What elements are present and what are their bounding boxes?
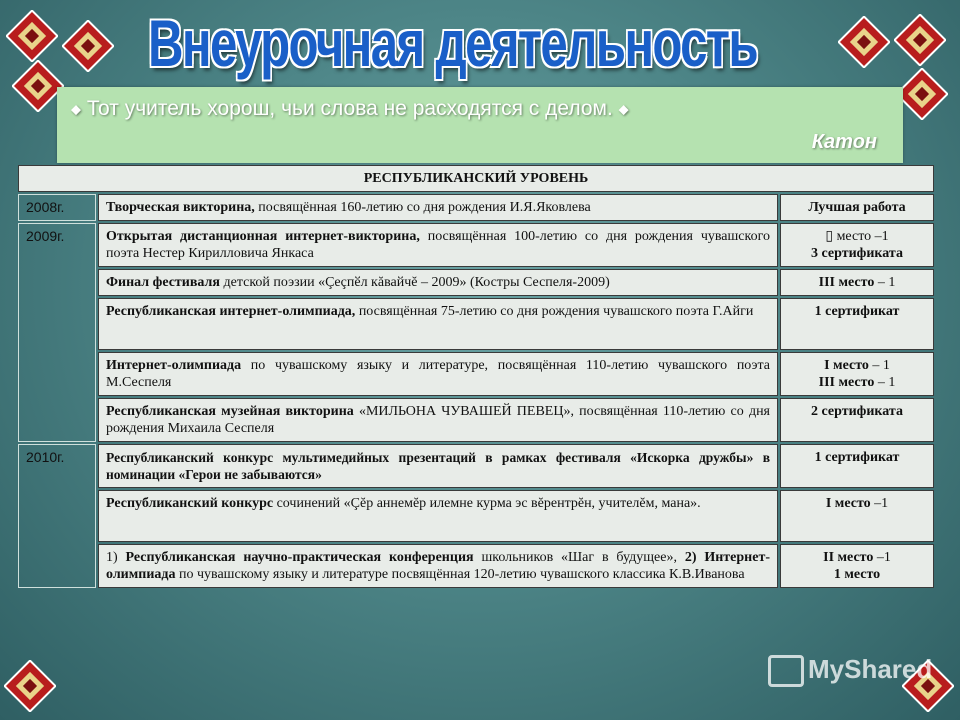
description-cell: 1) Республиканская научно-практическая конференция школьников «Шаг в будущее», 2) Интернет-олимпиада по чувашскому языку и литературе посвящённая 120-летию чувашского классика К.В.Иванова [98, 544, 778, 588]
quote-author: Катон [811, 131, 877, 153]
description-cell: Республиканская интернет-олимпиада, посвящённая 75-летию со дня рождения чувашского поэта Г.Айги [98, 298, 778, 350]
result-cell: I место – 1 III место – 1 [780, 352, 934, 396]
description-cell: Республиканская музейная викторина «МИЛЬОНА ЧУВАШЕЙ ПЕВЕЦ», посвящённая 110-летию со дня рождения Михаила Сеспеля [98, 398, 778, 442]
ornament-top-left-1 [6, 10, 58, 62]
diamond-bullet-icon: ◆ [618, 101, 629, 117]
description-cell: Республиканский конкурс мультимедийных презентаций в рамках фестиваля «Искорка дружбы» в номинации «Герои не забываются» [98, 444, 778, 488]
description-cell: Творческая викторина, посвящённая 160-летию со дня рождения И.Я.Яковлева [98, 194, 778, 221]
quote-sentence: Тот учитель хорош, чьи слова не расходятся с делом. [86, 97, 613, 120]
missing-glyph-icon: ▯ [825, 229, 834, 244]
table-row [18, 490, 934, 542]
ornament-top-right-3 [896, 68, 948, 120]
description-cell: Интернет-олимпиада по чувашскому языку и литературе, посвящённая 110-летию чувашского поэта М.Сеспеля [98, 352, 778, 396]
quote-box [57, 87, 903, 163]
result-cell: Лучшая работа [780, 194, 934, 221]
presentation-icon [768, 655, 804, 687]
quote-text [71, 97, 891, 121]
year-cell: 2010г. [18, 444, 96, 588]
table-row [18, 444, 934, 488]
result-cell: 1 сертификат [780, 444, 934, 488]
table-header: РЕСПУБЛИКАНСКИЙ УРОВЕНЬ [18, 165, 934, 192]
description-cell: Республиканский конкурс сочинений «Çĕр аннемĕр илемне курма эс вĕрентрĕн, учителĕм, мана». [98, 490, 778, 542]
description-cell: Открытая дистанционная интернет-викторина, посвящённая 100-летию со дня рождения чувашского поэта Нестер Кирилловича Янкаса [98, 223, 778, 267]
table-row [18, 194, 934, 221]
result-cell: 2 сертификата [780, 398, 934, 442]
table-header-row [18, 165, 934, 192]
result-cell: ▯ место –1 3 сертификата [780, 223, 934, 267]
achievements-table [16, 163, 936, 590]
ornament-top-left-2 [62, 20, 114, 72]
table-row [18, 269, 934, 296]
table-row [18, 398, 934, 442]
page-title: Внеурочная деятельность [148, 6, 757, 81]
ornament-top-right-1 [838, 16, 890, 68]
ornament-bottom-left [4, 660, 56, 712]
result-cell: II место –1 1 место [780, 544, 934, 588]
description-cell: Финал фестиваля детской поэзии «Çеçпӗл кăвайчĕ – 2009» (Костры Сеспеля-2009) [98, 269, 778, 296]
watermark: MyShared [768, 654, 932, 687]
year-cell: 2009г. [18, 223, 96, 442]
table-row [18, 544, 934, 588]
table-row [18, 223, 934, 267]
table-row [18, 352, 934, 396]
result-cell: 1 сертификат [780, 298, 934, 350]
diamond-bullet-icon: ◆ [71, 101, 81, 117]
ornament-top-right-2 [894, 14, 946, 66]
table-row [18, 298, 934, 350]
year-cell: 2008г. [18, 194, 96, 221]
result-cell: I место –1 [780, 490, 934, 542]
result-cell: III место – 1 [780, 269, 934, 296]
